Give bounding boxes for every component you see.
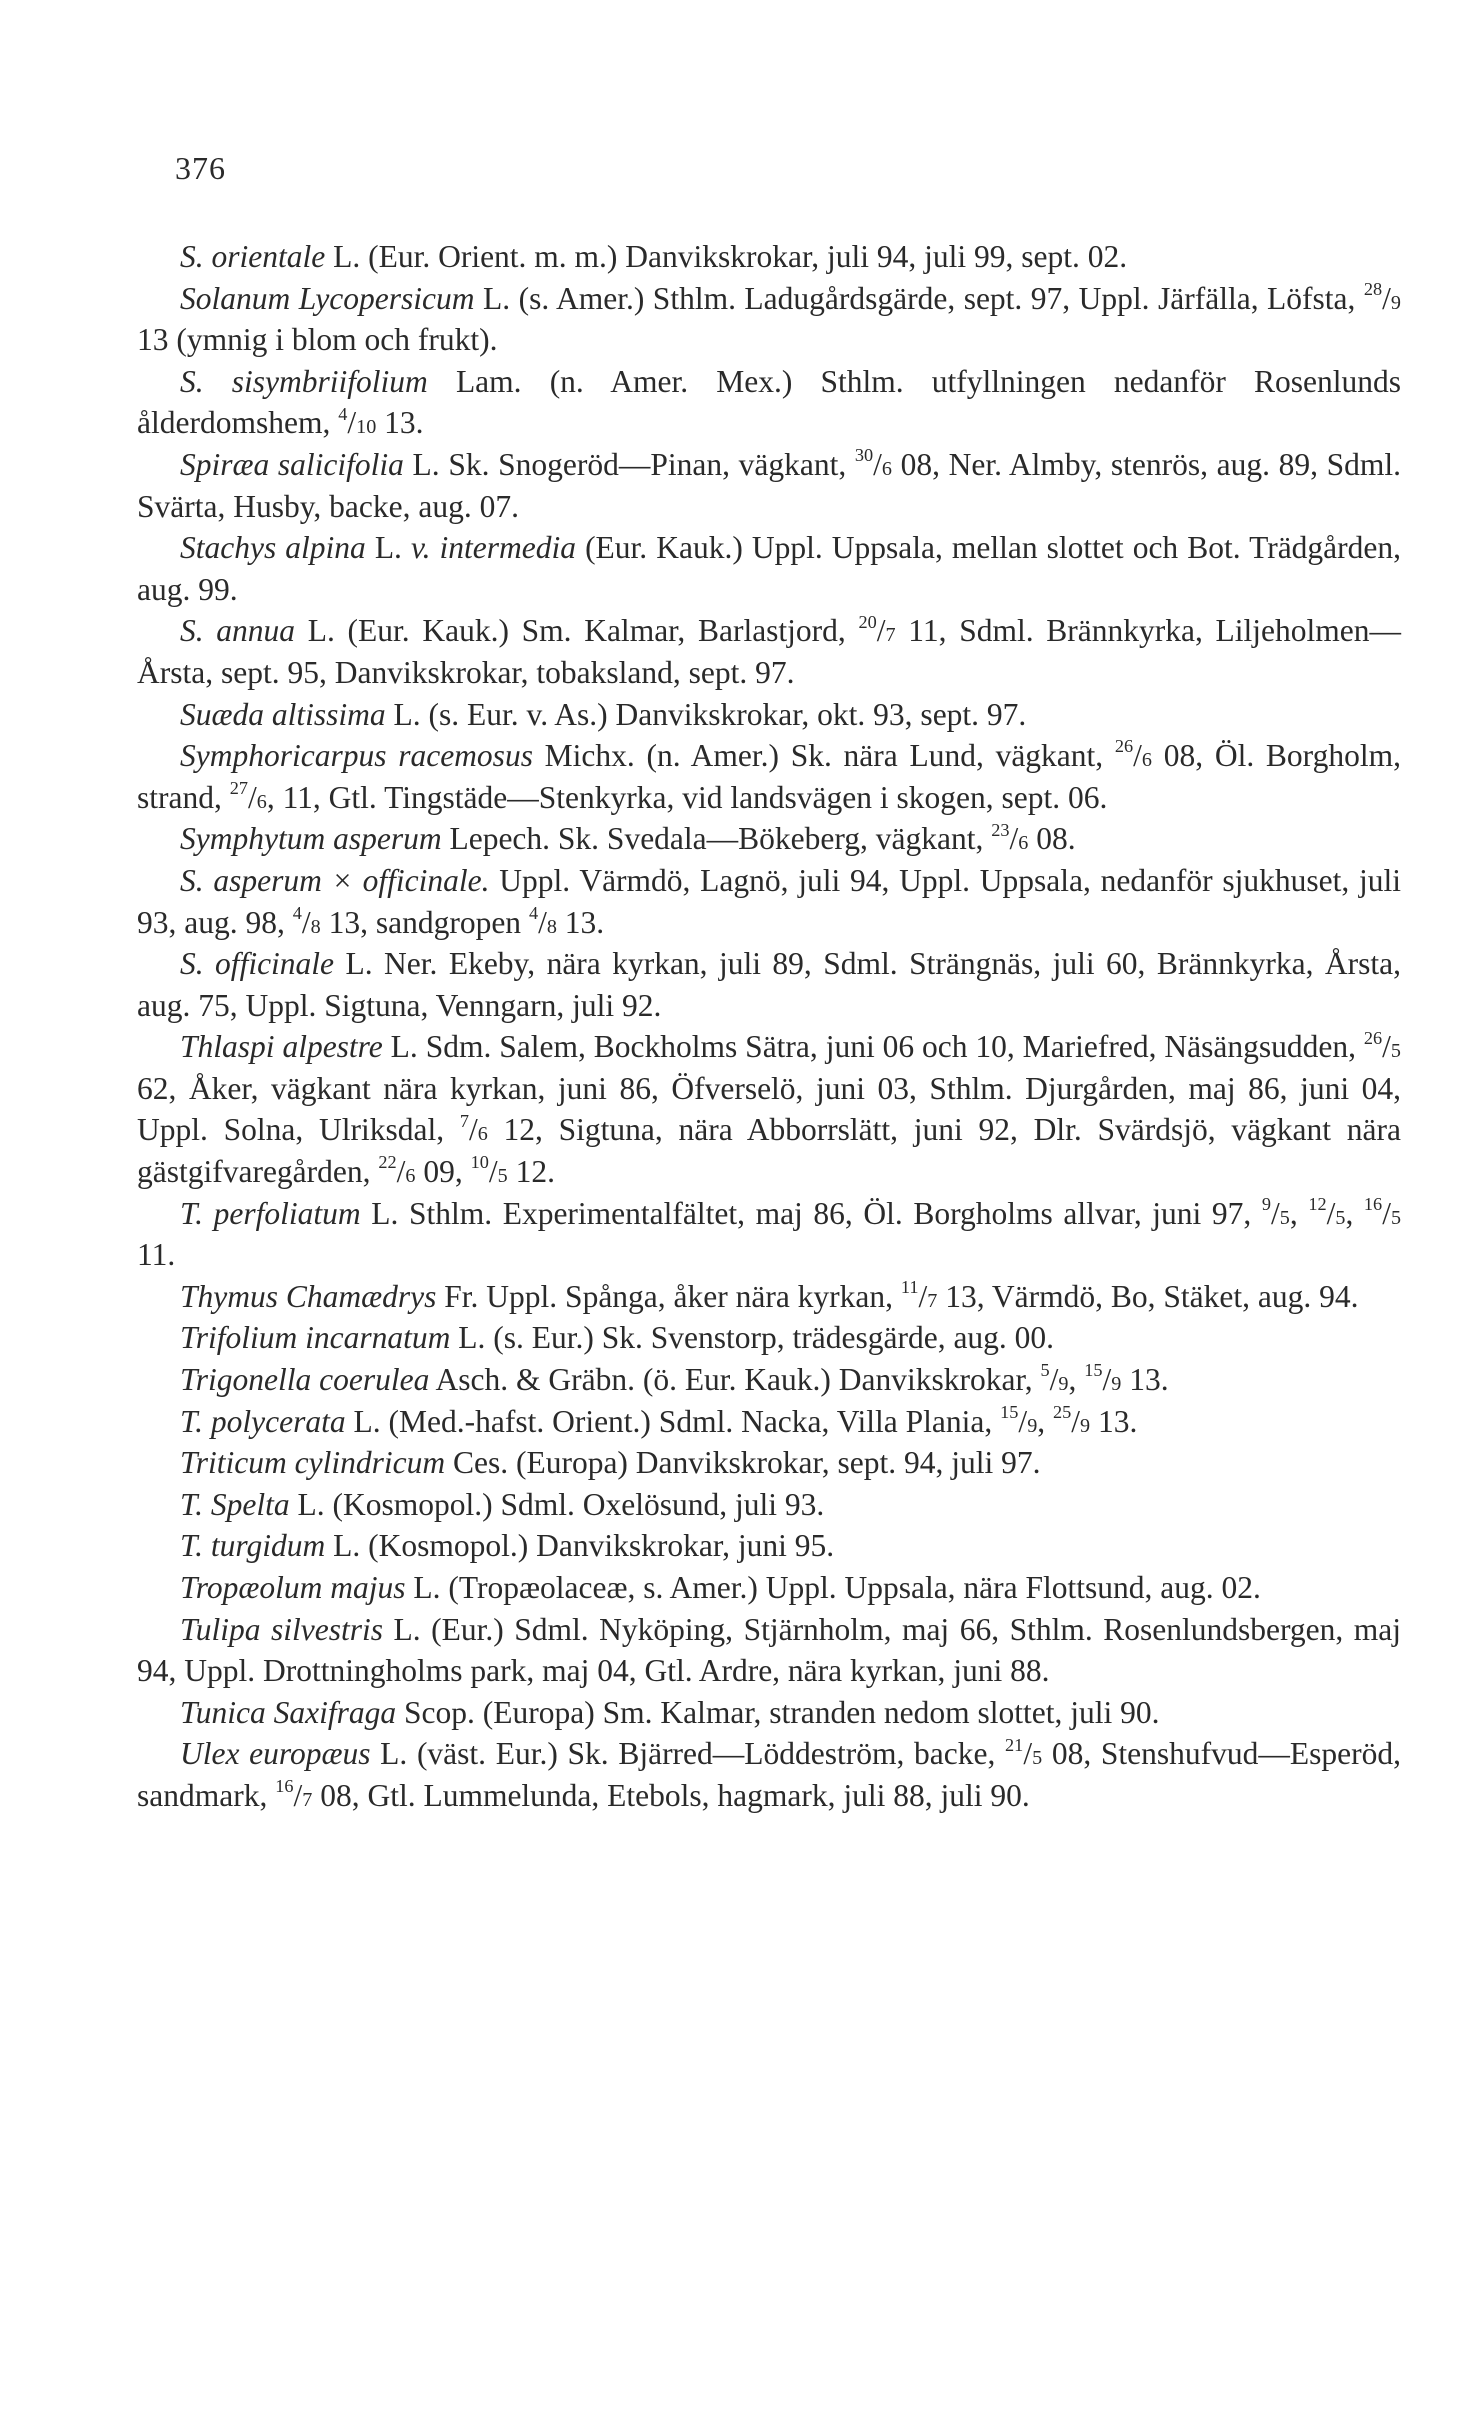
- locality-text: L. (Tropæolaceæ, s. Amer.) Uppl. Uppsala, nära Flottsund, aug. 02.: [405, 1570, 1261, 1605]
- fraction-month: 5: [1335, 1206, 1346, 1229]
- date-fraction: $^{28}$/9: [1363, 278, 1401, 316]
- date-fraction: $^{22}$/6: [378, 1152, 416, 1190]
- fraction-month: 8: [546, 915, 557, 938]
- locality-text: L. (s. Amer.) Sthlm. Ladugårdsgärde, sept. 97, Uppl. Järfälla, Löfsta,: [474, 280, 1364, 316]
- species-name: Tulipa silvestris: [180, 1611, 384, 1647]
- species-name: S. officinale: [180, 946, 335, 982]
- fraction-day: 4: [528, 902, 539, 923]
- species-name: T. Spelta: [180, 1486, 290, 1522]
- date-fraction: $^4$/10: [338, 403, 377, 441]
- date-fraction: $^{26}$/6: [1114, 736, 1152, 774]
- species-name: Thymus Chamædrys: [180, 1278, 437, 1314]
- fraction-day: 12: [1308, 1193, 1327, 1214]
- fraction-day: 16: [1363, 1193, 1383, 1214]
- date-fraction: $^{16}$/5: [1363, 1193, 1402, 1231]
- species-entry: [137, 1193, 1401, 1276]
- locality-text: 08, Ner. Almby, stenrös, aug. 89, Sdml. Svärta, Husby, backe, aug. 07.: [137, 446, 1401, 524]
- species-name: Trigonella coerulea: [180, 1362, 430, 1398]
- locality-text: 13.: [1090, 1403, 1138, 1439]
- locality-text: Scop. (Europa) Sm. Kalmar, stranden nedom slottet, juli 90.: [396, 1694, 1160, 1730]
- species-name: T. perfoliatum: [180, 1195, 361, 1231]
- fraction-day: 11: [900, 1277, 919, 1298]
- locality-text: L.: [365, 530, 411, 566]
- date-fraction: $^9$/5: [1261, 1193, 1290, 1231]
- species-entry: [137, 860, 1401, 943]
- page-number: 376: [175, 150, 226, 186]
- date-fraction: $^{27}$/6: [229, 778, 267, 815]
- locality-text: L. (Med.-hafst. Orient.) Sdml. Nacka, Villa Plania,: [345, 1403, 1001, 1439]
- locality-text: L. (Eur.) Sdml. Nyköping, Stjärnholm, maj 66, Sthlm. Rosenlundsbergen, maj 94, Uppl. Drottningholms park, maj 04, Gtl. Ardre, nära kyrkan, juni 88.: [137, 1611, 1401, 1689]
- fraction-day: 27: [229, 778, 248, 799]
- fraction-month: 9: [1058, 1373, 1069, 1396]
- fraction-day: 23: [991, 819, 1010, 840]
- fraction-day: 30: [854, 445, 874, 466]
- fraction-month: 8: [310, 915, 321, 938]
- locality-text: L. Sthlm. Experimentalfältet, maj 86, Öl. Borgholms allvar, juni 97,: [360, 1195, 1262, 1231]
- species-name: v. intermedia: [410, 530, 577, 566]
- locality-text: ,: [1289, 1195, 1309, 1231]
- locality-text: 13, sandgropen: [320, 904, 529, 940]
- date-fraction: $^{23}$/6: [991, 819, 1029, 857]
- species-list: [137, 236, 1401, 1817]
- fraction-month: 7: [927, 1289, 938, 1312]
- date-fraction: $^{20}$/7: [858, 611, 896, 649]
- fraction-day: 15: [1084, 1360, 1103, 1381]
- locality-text: L. (Eur. Kauk.) Sm. Kalmar, Barlastjord,: [295, 613, 859, 649]
- species-name: S. sisymbriifolium: [180, 363, 428, 399]
- species-entry: [137, 1525, 1401, 1567]
- fraction-day: 28: [1363, 278, 1383, 299]
- species-entry: [137, 694, 1401, 736]
- species-entry: [137, 1733, 1401, 1816]
- date-fraction: $^5$/9: [1040, 1360, 1069, 1398]
- locality-text: Ces. (Europa) Danvikskrokar, sept. 94, juli 97.: [445, 1445, 1041, 1481]
- locality-text: 11, Sdml. Brännkyrka, Liljeholmen—Årsta, sept. 95, Danvikskrokar, tobaksland, sept. 97.: [137, 613, 1401, 690]
- locality-text: Michx. (n. Amer.) Sk. nära Lund, vägkant,: [532, 738, 1115, 774]
- species-name: S. orientale: [180, 239, 326, 274]
- fraction-month: 7: [302, 1788, 313, 1811]
- locality-text: ,: [1068, 1362, 1085, 1398]
- species-entry: [137, 610, 1401, 693]
- date-fraction: $^4$/8: [528, 902, 557, 940]
- fraction-month: 6: [1141, 749, 1152, 772]
- species-entry: [137, 943, 1401, 1026]
- locality-text: Lam. (n. Amer. Mex.) Sthlm. utfyllningen nedanför Rosenlunds ålderdomshem,: [137, 363, 1401, 441]
- locality-text: 08, Öl. Borgholm, strand,: [137, 738, 1401, 815]
- locality-text: ,: [1345, 1195, 1364, 1231]
- fraction-month: 5: [1390, 1040, 1401, 1063]
- fraction-month: 9: [1390, 291, 1401, 314]
- fraction-month: 9: [1027, 1414, 1038, 1437]
- fraction-month: 6: [881, 457, 892, 480]
- date-fraction: $^{10}$/5: [470, 1152, 508, 1190]
- locality-text: 13.: [1121, 1362, 1169, 1398]
- fraction-day: 22: [378, 1152, 397, 1173]
- fraction-day: 26: [1363, 1027, 1383, 1048]
- species-entry: [137, 1692, 1401, 1734]
- date-fraction: $^{21}$/5: [1005, 1734, 1043, 1772]
- locality-text: 09,: [415, 1154, 471, 1190]
- fraction-day: 7: [459, 1110, 469, 1131]
- locality-text: 12, Sigtuna, nära Abborrslätt, juni 92, Dlr. Svärdsjö, vägkant nära gästgifvaregården,: [137, 1112, 1401, 1190]
- locality-text: Uppl. Värmdö, Lagnö, juli 94, Uppl. Uppsala, nedanför sjukhuset, juli 93, aug. 98,: [137, 862, 1401, 940]
- fraction-day: 25: [1053, 1401, 1072, 1422]
- locality-text: 13 (ymnig i blom och frukt).: [137, 322, 498, 358]
- date-fraction: $^{15}$/9: [1084, 1360, 1122, 1398]
- species-entry: [137, 1401, 1401, 1443]
- species-entry: [137, 818, 1401, 860]
- fraction-day: 26: [1114, 736, 1134, 757]
- species-name: S. annua: [180, 613, 296, 649]
- fraction-month: 5: [497, 1165, 508, 1188]
- locality-text: (Eur. Kauk.) Uppl. Uppsala, mellan slottet och Bot. Trädgården, aug. 99.: [137, 530, 1402, 607]
- date-fraction: $^4$/8: [292, 902, 321, 940]
- locality-text: L. Sk. Snogeröd—Pinan, vägkant,: [403, 446, 855, 482]
- locality-text: L. (väst. Eur.) Sk. Bjärred—Löddeström, backe,: [370, 1736, 1006, 1772]
- locality-text: L. Sdm. Salem, Bockholms Sätra, juni 06 och 10, Mariefred, Näsängsudden,: [382, 1029, 1364, 1065]
- species-name: Symphoricarpus racemosus: [180, 738, 533, 774]
- locality-text: Fr. Uppl. Spånga, åker nära kyrkan,: [436, 1278, 901, 1314]
- locality-text: Asch. & Gräbn. (ö. Eur. Kauk.) Danvikskrokar,: [429, 1362, 1041, 1398]
- date-fraction: $^{15}$/9: [1000, 1401, 1038, 1439]
- locality-text: L. (s. Eur. v. As.) Danvikskrokar, okt. 93, sept. 97.: [385, 696, 1027, 732]
- date-fraction: $^{11}$/7: [900, 1277, 938, 1314]
- fraction-month: 10: [356, 416, 377, 439]
- species-entry: [137, 278, 1401, 361]
- locality-text: 08, Stenshufvud—Esperöd, sandmark,: [137, 1736, 1401, 1813]
- date-fraction: $^{30}$/6: [854, 445, 892, 482]
- species-entry: [137, 1567, 1401, 1609]
- species-name: Tunica Saxifraga: [180, 1694, 397, 1730]
- fraction-month: 6: [405, 1165, 416, 1188]
- fraction-day: 4: [338, 403, 348, 424]
- species-name: Thlaspi alpestre: [180, 1029, 383, 1065]
- locality-text: 08.: [1028, 821, 1076, 857]
- species-entry: [137, 1026, 1401, 1192]
- locality-text: L. Ner. Ekeby, nära kyrkan, juli 89, Sdml. Strängnäs, juli 60, Brännkyrka, Årsta, aug. 75, Uppl. Sigtuna, Venngarn, juli 92.: [137, 946, 1401, 1023]
- fraction-day: 16: [275, 1776, 294, 1797]
- species-name: Symphytum asperum: [180, 821, 442, 857]
- species-entry: [137, 1484, 1401, 1526]
- species-entry: [137, 236, 1401, 278]
- fraction-month: 9: [1111, 1373, 1122, 1396]
- locality-text: 11.: [137, 1237, 176, 1273]
- species-entry: [137, 1359, 1401, 1401]
- locality-text: , 11, Gtl. Tingstäde—Stenkyrka, vid landsvägen i skogen, sept. 06.: [266, 779, 1108, 815]
- species-name: S. asperum × officinale.: [180, 862, 490, 898]
- date-fraction: $^{25}$/9: [1053, 1401, 1091, 1439]
- species-entry: [137, 1609, 1401, 1692]
- species-name: T. turgidum: [180, 1528, 326, 1564]
- fraction-month: 5: [1390, 1206, 1402, 1229]
- fraction-day: 5: [1040, 1360, 1050, 1381]
- species-name: Trifolium incarnatum: [180, 1320, 451, 1356]
- date-fraction: $^7$/6: [459, 1110, 488, 1148]
- species-name: Triticum cylindricum: [180, 1445, 446, 1481]
- locality-text: L. (Kosmopol.) Sdml. Oxelösund, juli 93.: [289, 1486, 825, 1522]
- date-fraction: $^{16}$/7: [275, 1776, 313, 1813]
- fraction-day: 15: [1000, 1401, 1019, 1422]
- fraction-month: 5: [1279, 1206, 1290, 1229]
- species-name: Tropæolum majus: [180, 1570, 406, 1605]
- locality-text: L. (Kosmopol.) Danvikskrokar, juni 95.: [325, 1528, 835, 1564]
- fraction-month: 7: [885, 624, 896, 647]
- locality-text: L. (s. Eur.) Sk. Svenstorp, trädesgärde, aug. 00.: [450, 1320, 1055, 1356]
- locality-text: 62, Åker, vägkant nära kyrkan, juni 86, Öfverselö, juni 03, Sthlm. Djurgården, maj 86, juni 04, Uppl. Solna, Ulriksdal,: [137, 1070, 1401, 1148]
- locality-text: 13.: [556, 904, 605, 940]
- species-entry: [137, 361, 1401, 444]
- locality-text: 13, Värmdö, Bo, Stäket, aug. 94.: [937, 1278, 1359, 1314]
- species-name: Solanum Lycopersicum: [180, 280, 475, 316]
- locality-text: 12.: [507, 1154, 555, 1190]
- species-entry: [137, 444, 1401, 527]
- fraction-month: 6: [1018, 832, 1029, 855]
- locality-text: 08, Gtl. Lummelunda, Etebols, hagmark, juli 88, juli 90.: [312, 1777, 1030, 1813]
- locality-text: L. (Eur. Orient. m. m.) Danvikskrokar, juli 94, juli 99, sept. 02.: [325, 239, 1128, 274]
- species-name: Spiræa salicifolia: [180, 446, 404, 482]
- species-name: Stachys alpina: [180, 530, 366, 566]
- locality-text: Lepech. Sk. Svedala—Bökeberg, vägkant,: [441, 821, 992, 857]
- date-fraction: $^{12}$/5: [1308, 1193, 1346, 1231]
- fraction-day: 21: [1005, 1734, 1024, 1755]
- fraction-day: 4: [292, 902, 302, 923]
- locality-text: 13.: [376, 405, 424, 441]
- species-name: Suæda altissima: [180, 696, 386, 732]
- species-entry: [137, 1317, 1401, 1359]
- fraction-month: 5: [1032, 1747, 1043, 1770]
- fraction-day: 9: [1261, 1193, 1271, 1214]
- fraction-day: 20: [858, 611, 877, 632]
- species-name: Ulex europæus: [180, 1736, 371, 1772]
- fraction-month: 6: [256, 790, 267, 813]
- species-entry: [137, 527, 1401, 610]
- date-fraction: $^{26}$/5: [1363, 1027, 1401, 1065]
- locality-text: ,: [1037, 1403, 1054, 1439]
- species-entry: [137, 735, 1401, 818]
- species-entry: [137, 1442, 1401, 1484]
- species-entry: [137, 1276, 1401, 1318]
- species-name: T. polycerata: [180, 1403, 346, 1439]
- fraction-day: 10: [470, 1152, 489, 1173]
- fraction-month: 9: [1080, 1414, 1091, 1437]
- fraction-month: 6: [477, 1123, 488, 1146]
